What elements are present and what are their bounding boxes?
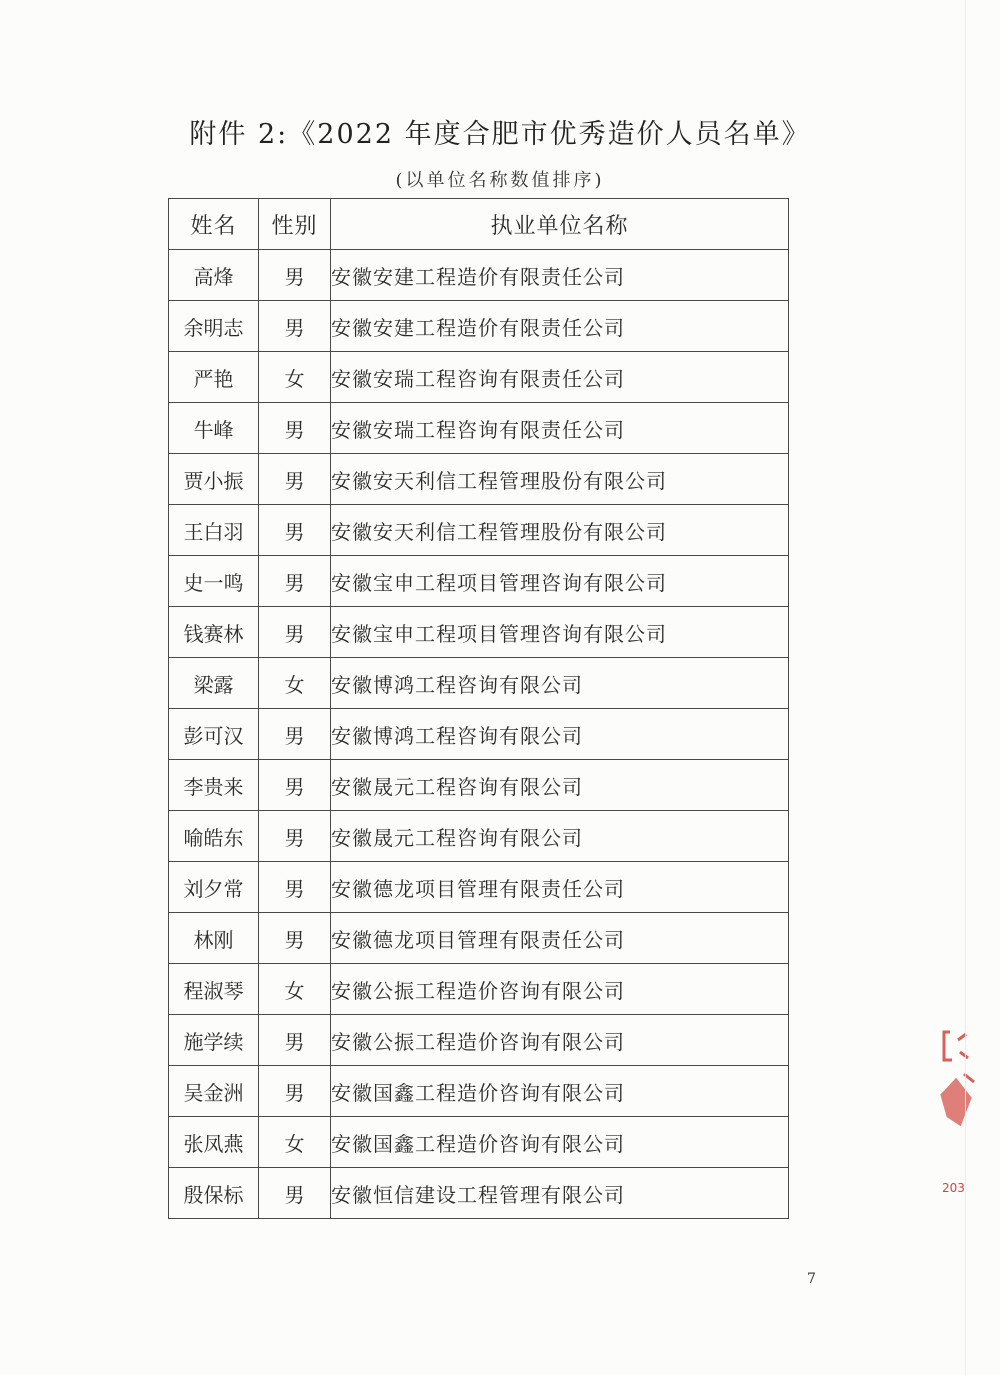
cell-name: 钱赛林 xyxy=(169,607,259,658)
header-org: 执业单位名称 xyxy=(331,199,789,250)
cell-gender: 女 xyxy=(259,658,331,709)
cell-name: 刘夕常 xyxy=(169,862,259,913)
cell-name: 施学续 xyxy=(169,1015,259,1066)
cell-name: 王白羽 xyxy=(169,505,259,556)
cell-org: 安徽恒信建设工程管理有限公司 xyxy=(331,1168,789,1219)
cell-name: 严艳 xyxy=(169,352,259,403)
cell-org: 安徽安建工程造价有限责任公司 xyxy=(331,301,789,352)
table-row xyxy=(169,1066,789,1117)
table-row xyxy=(169,760,789,811)
table-row xyxy=(169,709,789,760)
table-row xyxy=(169,913,789,964)
cell-gender: 男 xyxy=(259,301,331,352)
cell-name: 程淑琴 xyxy=(169,964,259,1015)
cell-gender: 男 xyxy=(259,709,331,760)
cell-org: 安徽公振工程造价咨询有限公司 xyxy=(331,1015,789,1066)
cell-org: 安徽国鑫工程造价咨询有限公司 xyxy=(331,1066,789,1117)
table-row xyxy=(169,250,789,301)
cell-gender: 男 xyxy=(259,1066,331,1117)
cell-org: 安徽安天利信工程管理股份有限公司 xyxy=(331,454,789,505)
table-row xyxy=(169,1168,789,1219)
cell-name: 张凤燕 xyxy=(169,1117,259,1168)
cell-gender: 男 xyxy=(259,505,331,556)
cell-name: 梁露 xyxy=(169,658,259,709)
table-row xyxy=(169,403,789,454)
cell-name: 林刚 xyxy=(169,913,259,964)
roster-table xyxy=(168,198,789,1219)
cell-gender: 男 xyxy=(259,1168,331,1219)
cell-gender: 男 xyxy=(259,811,331,862)
table-row xyxy=(169,964,789,1015)
stamp-fragment xyxy=(942,1032,974,1124)
header-name: 姓名 xyxy=(169,199,259,250)
table-row xyxy=(169,607,789,658)
cell-name: 高烽 xyxy=(169,250,259,301)
table-row xyxy=(169,556,789,607)
table-body xyxy=(169,250,789,1219)
cell-org: 安徽博鸿工程咨询有限公司 xyxy=(331,658,789,709)
cell-name: 喻皓东 xyxy=(169,811,259,862)
stamp-text: 203 xyxy=(942,1181,965,1195)
cell-gender: 女 xyxy=(259,964,331,1015)
red-seal-stamp xyxy=(930,1020,980,1210)
header-gender: 性别 xyxy=(259,199,331,250)
cell-gender: 男 xyxy=(259,607,331,658)
table-row xyxy=(169,301,789,352)
scan-edge-line xyxy=(965,0,966,1375)
cell-gender: 男 xyxy=(259,250,331,301)
cell-org: 安徽博鸿工程咨询有限公司 xyxy=(331,709,789,760)
cell-gender: 女 xyxy=(259,1117,331,1168)
cell-name: 彭可汉 xyxy=(169,709,259,760)
cell-gender: 男 xyxy=(259,913,331,964)
cell-gender: 男 xyxy=(259,403,331,454)
table-row xyxy=(169,352,789,403)
cell-gender: 男 xyxy=(259,760,331,811)
cell-org: 安徽安瑞工程咨询有限责任公司 xyxy=(331,352,789,403)
cell-gender: 女 xyxy=(259,352,331,403)
cell-name: 史一鸣 xyxy=(169,556,259,607)
cell-name: 殷保标 xyxy=(169,1168,259,1219)
table-row xyxy=(169,454,789,505)
table-row xyxy=(169,1117,789,1168)
cell-org: 安徽晟元工程咨询有限公司 xyxy=(331,811,789,862)
cell-name: 余明志 xyxy=(169,301,259,352)
cell-gender: 男 xyxy=(259,1015,331,1066)
cell-name: 贾小振 xyxy=(169,454,259,505)
table-row xyxy=(169,658,789,709)
cell-gender: 男 xyxy=(259,454,331,505)
table-row xyxy=(169,505,789,556)
cell-org: 安徽安天利信工程管理股份有限公司 xyxy=(331,505,789,556)
cell-org: 安徽宝申工程项目管理咨询有限公司 xyxy=(331,556,789,607)
page-number: 7 xyxy=(807,1271,816,1287)
document-title: 附件 2:《2022 年度合肥市优秀造价人员名单》 xyxy=(189,119,811,150)
cell-org: 安徽晟元工程咨询有限公司 xyxy=(331,760,789,811)
cell-gender: 男 xyxy=(259,556,331,607)
cell-gender: 男 xyxy=(259,862,331,913)
cell-org: 安徽公振工程造价咨询有限公司 xyxy=(331,964,789,1015)
cell-org: 安徽安建工程造价有限责任公司 xyxy=(331,250,789,301)
table-row xyxy=(169,811,789,862)
cell-org: 安徽国鑫工程造价咨询有限公司 xyxy=(331,1117,789,1168)
cell-name: 牛峰 xyxy=(169,403,259,454)
table-row xyxy=(169,1015,789,1066)
table-header-row xyxy=(169,199,789,250)
cell-name: 李贵来 xyxy=(169,760,259,811)
cell-org: 安徽宝申工程项目管理咨询有限公司 xyxy=(331,607,789,658)
document-subtitle: (以单位名称数值排序) xyxy=(395,170,605,191)
cell-org: 安徽德龙项目管理有限责任公司 xyxy=(331,913,789,964)
cell-org: 安徽安瑞工程咨询有限责任公司 xyxy=(331,403,789,454)
table-row xyxy=(169,862,789,913)
cell-name: 吴金洲 xyxy=(169,1066,259,1117)
cell-org: 安徽德龙项目管理有限责任公司 xyxy=(331,862,789,913)
